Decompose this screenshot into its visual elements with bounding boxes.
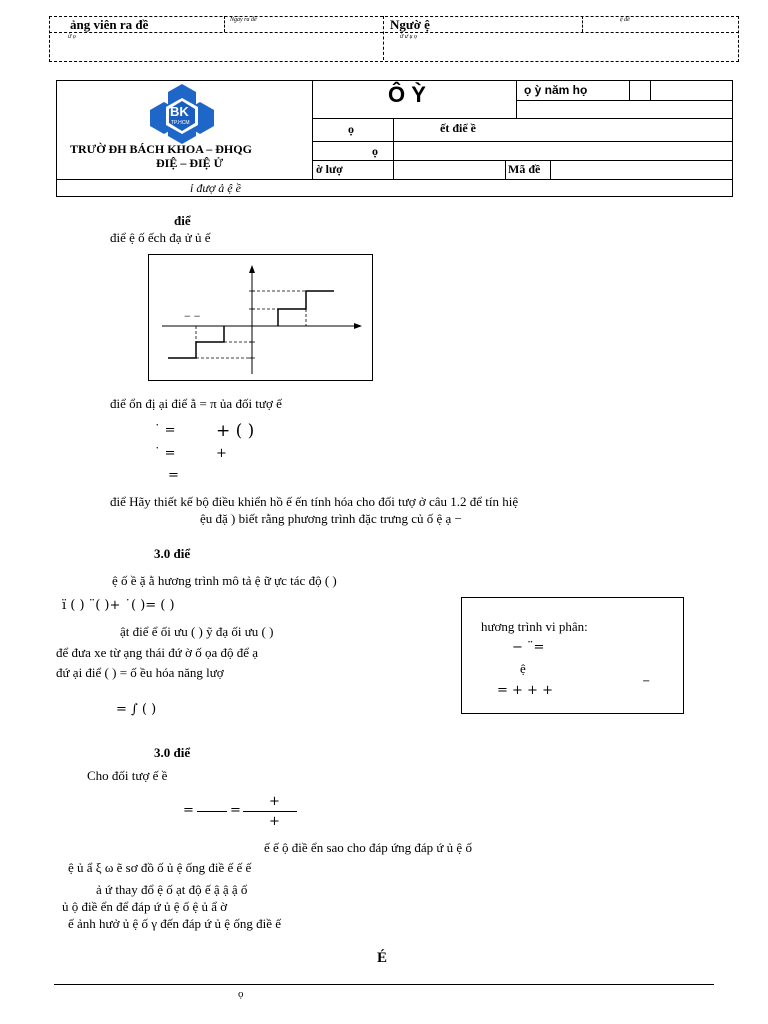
logo-subtext: TP.HCM xyxy=(171,120,190,126)
tf-mid-equals: = xyxy=(230,803,241,818)
top-header-col-divider xyxy=(383,16,384,60)
state-eq-1-rhs: + ( ) xyxy=(216,421,255,441)
problem2-line2: ï ( ) ¨( )+ ˙( )= ( ) xyxy=(62,598,175,613)
exam-code-divider-right xyxy=(550,160,551,179)
logo-text: BK xyxy=(170,104,189,119)
semester-row-line xyxy=(516,100,732,101)
problem3-line3: ệ ủ ẩ ξ ω ẽ sơ đồ ố ủ ệ ống điề ế ế ế xyxy=(68,860,252,875)
state-eq-2-lhs: ˙ = xyxy=(154,446,176,461)
lecturer-label: ảng viên ra đề xyxy=(70,17,149,32)
problem3-line6: ế ảnh hưở ủ ệ ố γ đến đáp ứ ủ ệ ống điề ế xyxy=(68,916,281,931)
figure-tick-labels: − − xyxy=(184,309,201,323)
problem3-line2: ế ế ộ điề ển sao cho đáp ứng đáp ứ ủ ệ ố xyxy=(264,840,472,855)
dynamics-box-line2: ệ xyxy=(520,661,526,676)
tf-frac-bar-2 xyxy=(243,811,297,812)
problem1-question2: điể ổn đị ại điể ằ = π ủa đối tượ ế xyxy=(110,396,282,411)
school-name: TRƯỜ ĐH BÁCH KHOA – ĐHQG xyxy=(70,142,252,156)
subject-label: ọ xyxy=(348,122,354,136)
row-line-2 xyxy=(312,141,732,142)
tf-lhs-equals: = xyxy=(183,803,194,818)
exam-note: ỉ đượ ả ệ ề xyxy=(190,181,241,195)
faculty-name: ĐIỆ – ĐIỆ Ử xyxy=(156,156,224,170)
nonlinear-characteristic-figure xyxy=(148,254,374,382)
problem2-heading: 3.0 điể xyxy=(154,546,191,561)
tf-frac-bar-1 xyxy=(197,811,227,812)
signature-hint-left: ữ ọ xyxy=(68,34,76,40)
exam-code-label: Mã đề xyxy=(508,162,541,176)
problem3-line1: Cho đối tượ ế ề xyxy=(87,768,168,783)
problem2-line3: ật điể ể ối ưu ( ) ỹ đạ ối ưu ( ) xyxy=(120,624,274,639)
output-eq: = xyxy=(168,468,179,483)
end-mark: É xyxy=(377,950,388,966)
problem2-line5: đứ ại điể ( ) = ố ều hóa năng lượ xyxy=(56,665,224,680)
date-label: Ngày ra đề xyxy=(230,17,257,23)
problem1-question1: điể ệ ố ếch đạ ử ủ ế xyxy=(110,230,211,245)
dynamics-box-title: hương trình vi phân: xyxy=(481,619,588,634)
problem1-question3: điể Hãy thiết kế bộ điều khiển hồ ế ến tính hóa cho đối tượ ở câu 1.2 để tín hiệ xyxy=(110,494,519,509)
bottom-row-line xyxy=(56,179,732,180)
problem2-cost-functional: = ∫ ( ) xyxy=(116,702,157,717)
exam-title: Ô Ỳ xyxy=(388,82,426,107)
signature-hint-right: ữ ư ụ ọ xyxy=(400,34,418,40)
problem2-line1: ệ ố ề ặ ằ hương trình mô tả ệ ữ ực tác độ ( ) xyxy=(112,573,337,588)
top-header-divider-right xyxy=(582,16,583,32)
dynamics-box-exponent: − xyxy=(642,676,651,687)
problem3-line4: ả ứ thay đổ ệ ố ạt độ ế ậ ậ ậ ố xyxy=(96,882,248,897)
subject-code-label: ết điể ề xyxy=(440,121,476,135)
class-label: ọ xyxy=(372,144,378,158)
state-eq-1-lhs: ˙ = xyxy=(154,423,176,438)
tf-numerator: + xyxy=(269,794,280,809)
row-line-3 xyxy=(312,160,732,161)
problem2-line4: để đưa xe từ ạng thái đứ ờ ố ọa độ để ạ xyxy=(56,645,259,660)
dynamics-box xyxy=(461,597,684,714)
semester-cell-div2 xyxy=(650,80,651,100)
approver-date-label: ệ đề xyxy=(620,17,630,23)
state-eq-2-rhs: + xyxy=(216,446,227,461)
row-line-1 xyxy=(312,118,732,119)
tf-denominator: + xyxy=(269,814,280,829)
semester-divider xyxy=(516,80,517,118)
school-col-divider xyxy=(312,80,313,179)
subject-divider xyxy=(393,118,394,179)
problem1-question3-cont: ệu đặ ) biết rằng phương trình đặc trưng củ ố ệ ạ − xyxy=(200,511,462,526)
exam-code-divider-left xyxy=(505,160,506,179)
problem3-line5: ủ ộ điề ển để đáp ứ ủ ệ ố ệ ủ ẩ ờ xyxy=(62,899,228,914)
problem1-heading: điể xyxy=(174,213,191,228)
dynamics-box-line3: = + + + xyxy=(497,683,553,698)
problem3-heading: 3.0 điể xyxy=(154,745,191,760)
semester-cell-div1 xyxy=(629,80,630,100)
footer-text: ọ xyxy=(238,988,244,1000)
dynamics-box-line1: − ¨= xyxy=(512,640,545,655)
semester-label: ọ ỳ năm họ xyxy=(524,83,588,97)
approver-label: Ngườ ệ xyxy=(390,17,430,32)
top-header-divider-left xyxy=(224,16,225,32)
duration-label: ờ lượ xyxy=(316,162,343,176)
footer-rule xyxy=(54,984,714,985)
